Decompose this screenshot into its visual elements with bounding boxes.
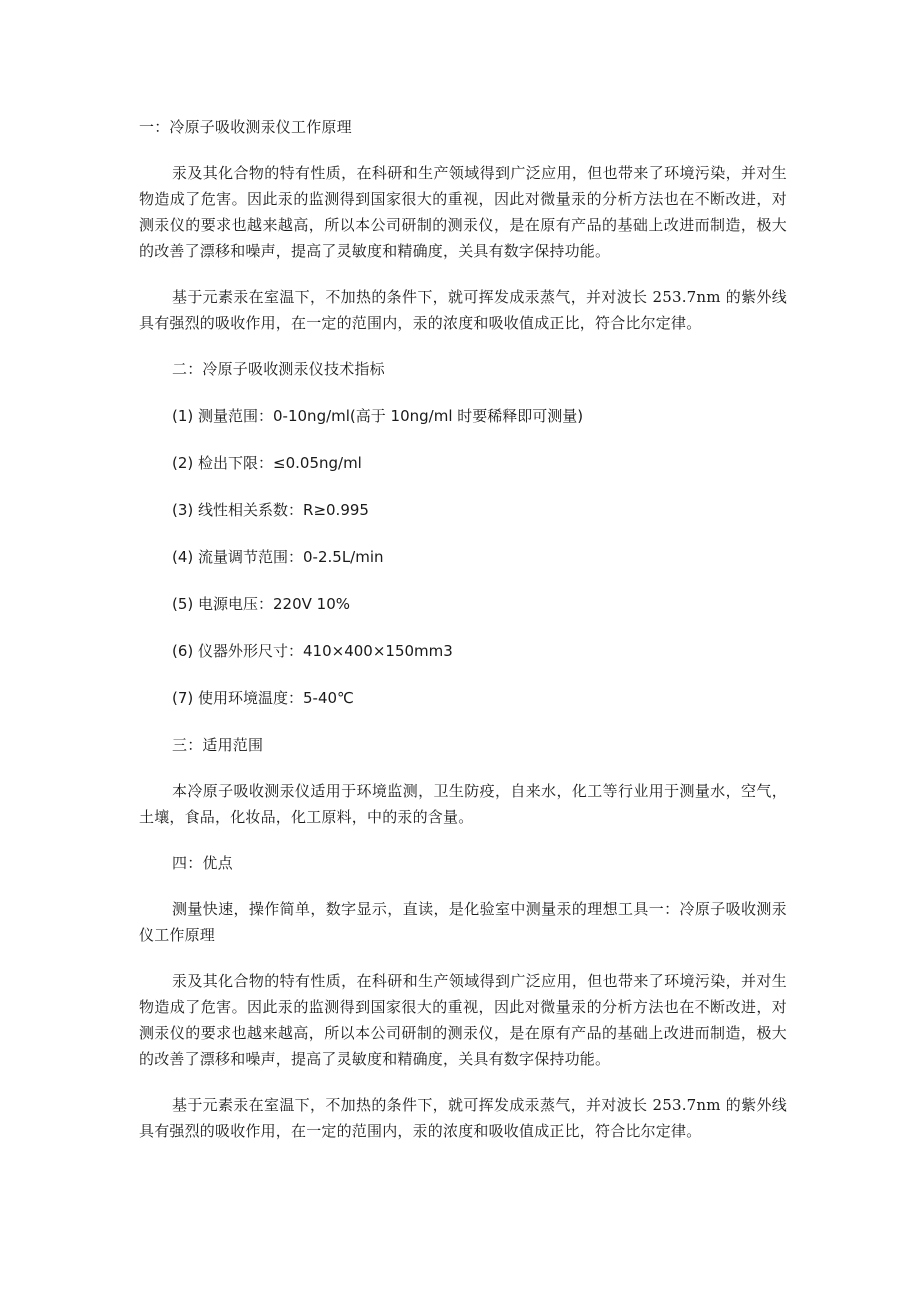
- paragraph-principle-repeat: 汞及其化合物的特有性质，在科研和生产领域得到广泛应用，但也带来了环境污染，并对生物造成了危害。因此汞的监测得到国家很大的重视，因此对微量汞的分析方法也在不断改进，对测汞仪的要求也越来越高，所以本公司研制的测汞仪，是在原有产品的基础上改进而制造，极大的改善了漂移和噪声，提高了灵敏度和精确度，关具有数字保持功能。: [139, 972, 787, 1068]
- spec-item-temperature: (7) 使用环境温度：5-40℃: [172, 689, 354, 707]
- spec-item-linearity: (3) 线性相关系数：R≥0.995: [172, 501, 369, 519]
- paragraph-principle: 汞及其化合物的特有性质，在科研和生产领域得到广泛应用，但也带来了环境污染，并对生物造成了危害。因此汞的监测得到国家很大的重视，因此对微量汞的分析方法也在不断改进，对测汞仪的要求也越来越高，所以本公司研制的测汞仪，是在原有产品的基础上改进而制造，极大的改善了漂移和噪声，提高了灵敏度和精确度，关具有数字保持功能。: [139, 164, 787, 260]
- spec-item-detection-limit: (2) 检出下限：≤0.05ng/ml: [172, 454, 362, 472]
- document-body: [139, 114, 787, 1144]
- section-1-title: 一：冷原子吸收测汞仪工作原理: [139, 118, 352, 136]
- spec-item-dimensions: (6) 仪器外形尺寸：410×400×150mm3: [172, 642, 453, 660]
- paragraph-beer-law: 基于元素汞在室温下，不加热的条件下，就可挥发成汞蒸气，并对波长 253.7nm 的紫外线具有强烈的吸收作用，在一定的范围内，汞的浓度和吸收值成正比，符合比尔定律。: [139, 288, 787, 332]
- paragraph-applications: 本冷原子吸收测汞仪适用于环境监测，卫生防疫，自来水，化工等行业用于测量水，空气，土壤，食品，化妆品，化工原料，中的汞的含量。: [139, 782, 787, 826]
- section-4-title: 四：优点: [172, 854, 233, 872]
- section-2-title: 二：冷原子吸收测汞仪技术指标: [172, 360, 385, 378]
- section-3-title: 三：适用范围: [172, 736, 264, 754]
- paragraph-advantages: 测量快速，操作简单，数字显示，直读，是化验室中测量汞的理想工具一：冷原子吸收测汞仪工作原理: [139, 900, 787, 944]
- spec-item-power-voltage: (5) 电源电压：220V 10%: [172, 595, 351, 613]
- paragraph-beer-law-repeat: 基于元素汞在室温下，不加热的条件下，就可挥发成汞蒸气，并对波长 253.7nm 的紫外线具有强烈的吸收作用，在一定的范围内，汞的浓度和吸收值成正比，符合比尔定律。: [139, 1096, 787, 1140]
- spec-item-flow-range: (4) 流量调节范围：0-2.5L/min: [172, 548, 384, 566]
- spec-item-range: (1) 测量范围：0-10ng/ml(高于 10ng/ml 时要稀释即可测量): [172, 407, 584, 425]
